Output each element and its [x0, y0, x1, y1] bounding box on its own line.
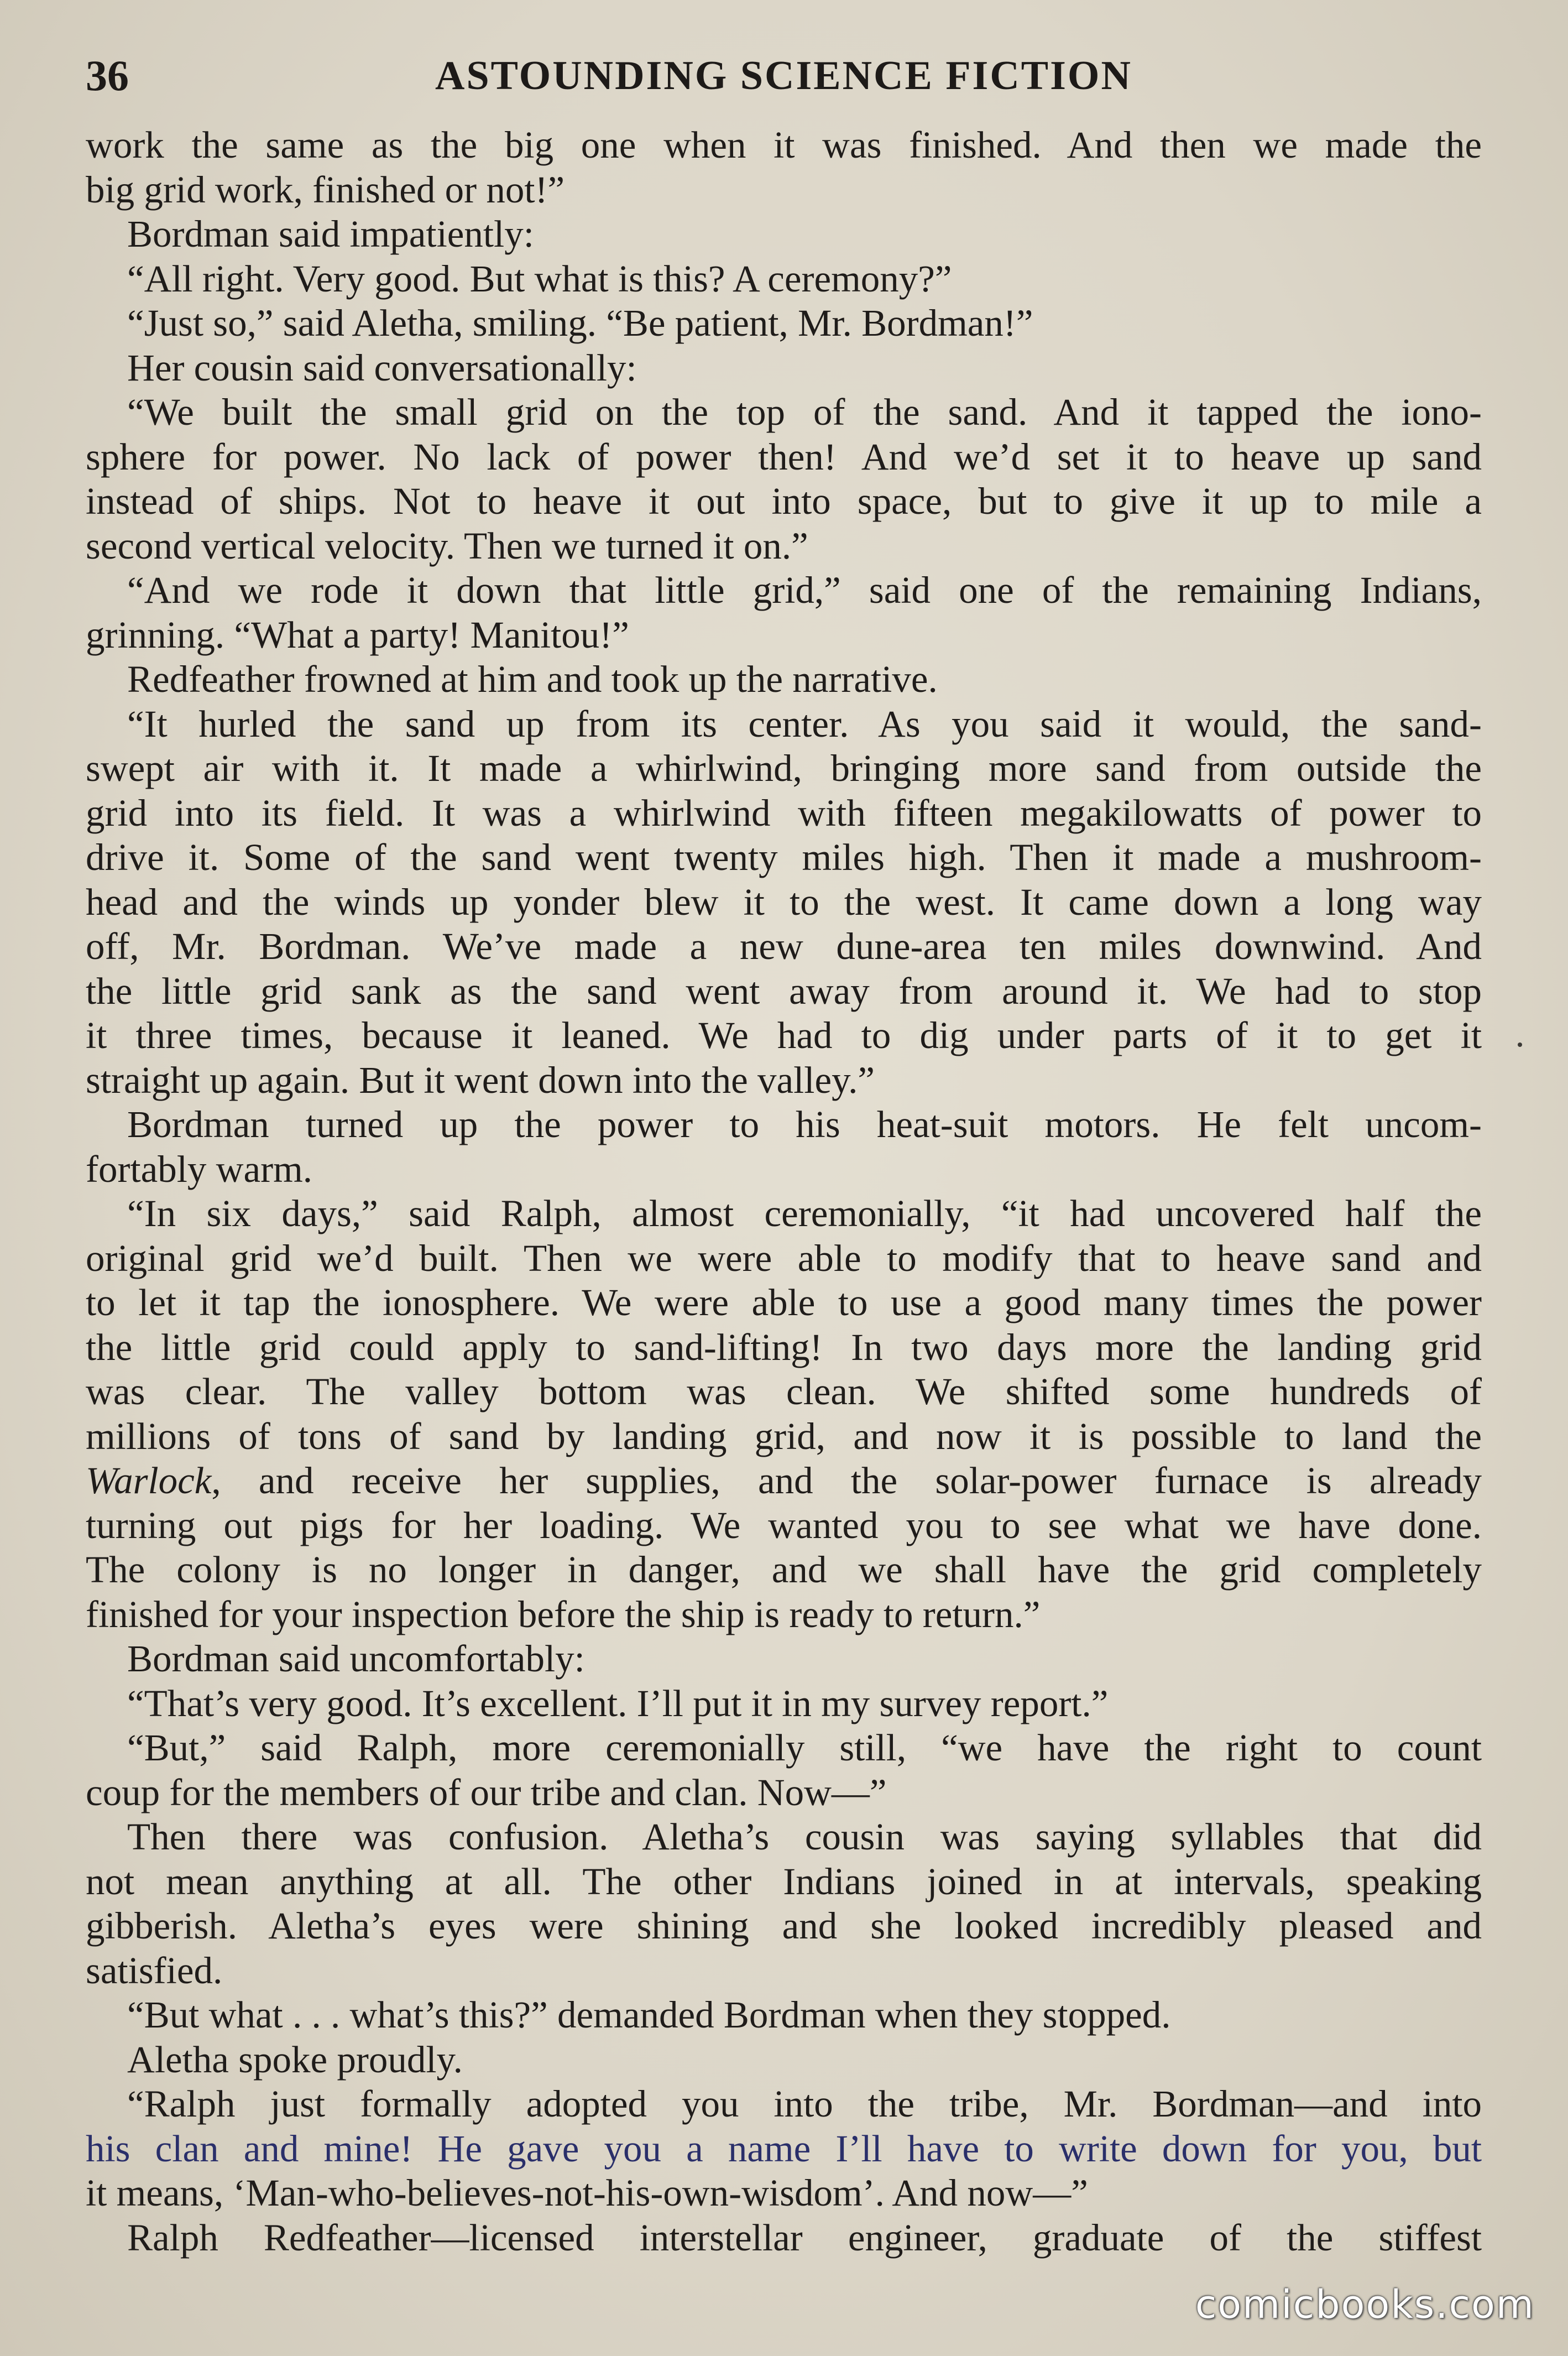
text-line: Aletha spoke proudly.	[127, 2038, 463, 2081]
text-line: “Ralph just formally adopted you into the tribe, Mr. Bordman—and into	[127, 2083, 1482, 2125]
page-header	[86, 45, 1482, 106]
text-line: “All right. Very good. But what is this? A ceremony?”	[127, 257, 952, 300]
text-line: finished for your inspection before the ship is ready to return.”	[86, 1593, 1041, 1635]
text-line: “That’s very good. It’s excellent. I’ll put it in my survey report.”	[127, 1682, 1109, 1724]
text-line: Her cousin said conversationally:	[127, 346, 637, 389]
text-line: Bordman said uncomfortably:	[127, 1638, 585, 1680]
text-line: Bordman turned up the power to his heat-suit motors. He felt uncom-	[127, 1103, 1482, 1145]
text-line: “In six days,” said Ralph, almost ceremonially, “it had uncovered half the	[127, 1192, 1482, 1234]
text-line: big grid work, finished or not!”	[86, 168, 565, 211]
text-line: off, Mr. Bordman. We’ve made a new dune-area ten miles downwind. And	[86, 925, 1482, 967]
text-line: millions of tons of sand by landing grid, and now it is possible to land the	[86, 1415, 1482, 1457]
text-line: to let it tap the ionosphere. We were able to use a good many times the power	[86, 1281, 1482, 1323]
text-line: The colony is no longer in danger, and we shall have the grid completely	[86, 1549, 1482, 1591]
text-line: swept air with it. It made a whirlwind, bringing more sand from outside the	[86, 747, 1482, 789]
text-line: Bordman said impatiently:	[127, 213, 534, 255]
text-line: Warlock, and receive her supplies, and the solar-power furnace is already	[86, 1460, 1482, 1502]
ship-name-italic: Warlock	[86, 1460, 212, 1502]
text-line: head and the winds up yonder blew it to the west. It came down a long way	[86, 880, 1482, 923]
text-line: work the same as the big one when it was finished. And then we made the	[86, 124, 1482, 166]
text-line: it means, ‘Man-who-believes-not-his-own-wisdom’. And now—”	[86, 2172, 1088, 2214]
text-line: gibberish. Aletha’s eyes were shining and she looked incredibly pleased and	[86, 1905, 1482, 1947]
text-line: grinning. “What a party! Manitou!”	[86, 613, 629, 656]
text-line: was clear. The valley bottom was clean. We shifted some hundreds of	[86, 1370, 1482, 1412]
text-line: second vertical velocity. Then we turned it on.”	[86, 524, 808, 567]
text-line: Redfeather frowned at him and took up the narrative.	[127, 658, 938, 700]
text-line: it three times, because it leaned. We had to dig under parts of it to get it	[86, 1014, 1482, 1056]
text-line: “Just so,” said Aletha, smiling. “Be patient, Mr. Bordman!”	[127, 302, 1033, 344]
text-line: straight up again. But it went down into the valley.”	[86, 1059, 875, 1101]
text-line: Ralph Redfeather—licensed interstellar engineer, graduate of the stiffest	[127, 2216, 1482, 2259]
text-line: “We built the small grid on the top of the sand. And it tapped the iono-	[127, 391, 1482, 433]
text-line: fortably warm.	[86, 1148, 313, 1190]
text-line: coup for the members of our tribe and clan. Now—”	[86, 1771, 887, 1813]
text-line: “It hurled the sand up from its center. As you said it would, the sand-	[127, 702, 1482, 745]
text-line: original grid we’d built. Then we were able to modify that to heave sand and	[86, 1237, 1482, 1279]
story-body-text	[86, 123, 1482, 2260]
text-line: “But what . . . what’s this?” demanded Bordman when they stopped.	[127, 1994, 1171, 2036]
text-line: satisfied.	[86, 1949, 223, 1992]
page-number: 36	[86, 51, 129, 100]
text-line: grid into its field. It was a whirlwind with fifteen megakilowatts of power to	[86, 791, 1482, 834]
watermark: comicbooks.com	[1195, 2282, 1535, 2327]
text-line: his clan and mine! He gave you a name I’ll have to write down for you, but	[86, 2127, 1482, 2170]
print-speck	[1518, 1043, 1522, 1047]
running-title: ASTOUNDING SCIENCE FICTION	[435, 53, 1132, 98]
text-line: drive it. Some of the sand went twenty miles high. Then it made a mushroom-	[86, 836, 1482, 878]
text-line: “And we rode it down that little grid,” said one of the remaining Indians,	[127, 569, 1482, 611]
text-line: “But,” said Ralph, more ceremonially still, “we have the right to count	[127, 1727, 1482, 1769]
text-line: sphere for power. No lack of power then! And we’d set it to heave up sand	[86, 435, 1482, 478]
text-line: Then there was confusion. Aletha’s cousin was saying syllables that did	[127, 1816, 1482, 1858]
text-line: turning out pigs for her loading. We wanted you to see what we have done.	[86, 1504, 1482, 1546]
text-line: the little grid could apply to sand-lifting! In two days more the landing grid	[86, 1326, 1482, 1368]
text-line: the little grid sank as the sand went away from around it. We had to stop	[86, 969, 1482, 1012]
text-line: instead of ships. Not to heave it out into space, but to give it up to mile a	[86, 480, 1482, 522]
text-line: not mean anything at all. The other Indians joined in at intervals, speaking	[86, 1860, 1482, 1902]
